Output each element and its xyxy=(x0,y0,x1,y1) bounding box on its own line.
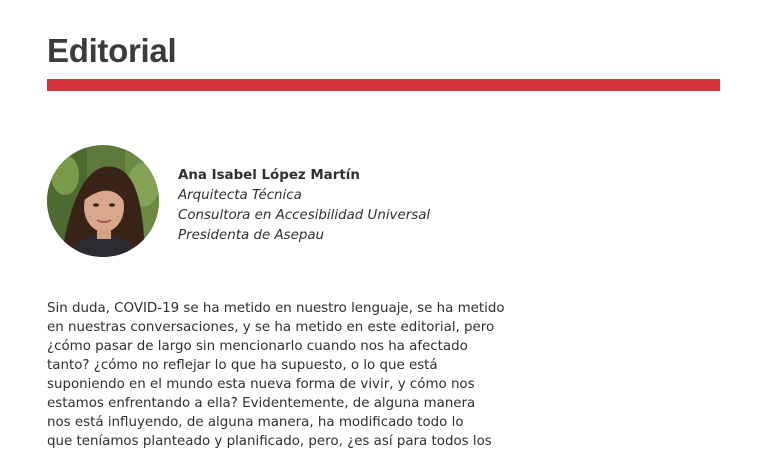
editorial-body xyxy=(47,299,505,451)
body-line: que teníamos planteado y planificado, pero, ¿es así para todos los xyxy=(47,434,492,449)
title-divider xyxy=(47,79,720,91)
author-name: Ana Isabel López Martín xyxy=(178,168,360,183)
author-role: Presidenta de Asepau xyxy=(178,228,325,243)
body-line: suponiendo en el mundo esta nueva forma de vivir, y cómo nos xyxy=(47,377,475,392)
author-role: Consultora en Accesibilidad Universal xyxy=(178,208,431,223)
body-line: estamos enfrentando a ella? Evidentemente, de alguna manera xyxy=(47,396,476,411)
body-line: Sin duda, COVID-19 se ha metido en nuestro lenguaje, se ha metido xyxy=(47,301,505,316)
author-role: Arquitecta Técnica xyxy=(178,188,302,203)
body-line: tanto? ¿cómo no reflejar lo que ha supuesto, o lo que está xyxy=(47,358,438,373)
body-line: nos está influyendo, de alguna manera, ha modificado todo lo xyxy=(47,415,464,430)
author-photo xyxy=(47,145,159,257)
body-line: ¿cómo pasar de largo sin mencionarlo cuando nos ha afectado xyxy=(47,339,468,354)
section-title: Editorial xyxy=(47,32,177,69)
author-info xyxy=(178,166,430,246)
body-line: en nuestras conversaciones, y se ha metido en este editorial, pero xyxy=(47,320,495,335)
